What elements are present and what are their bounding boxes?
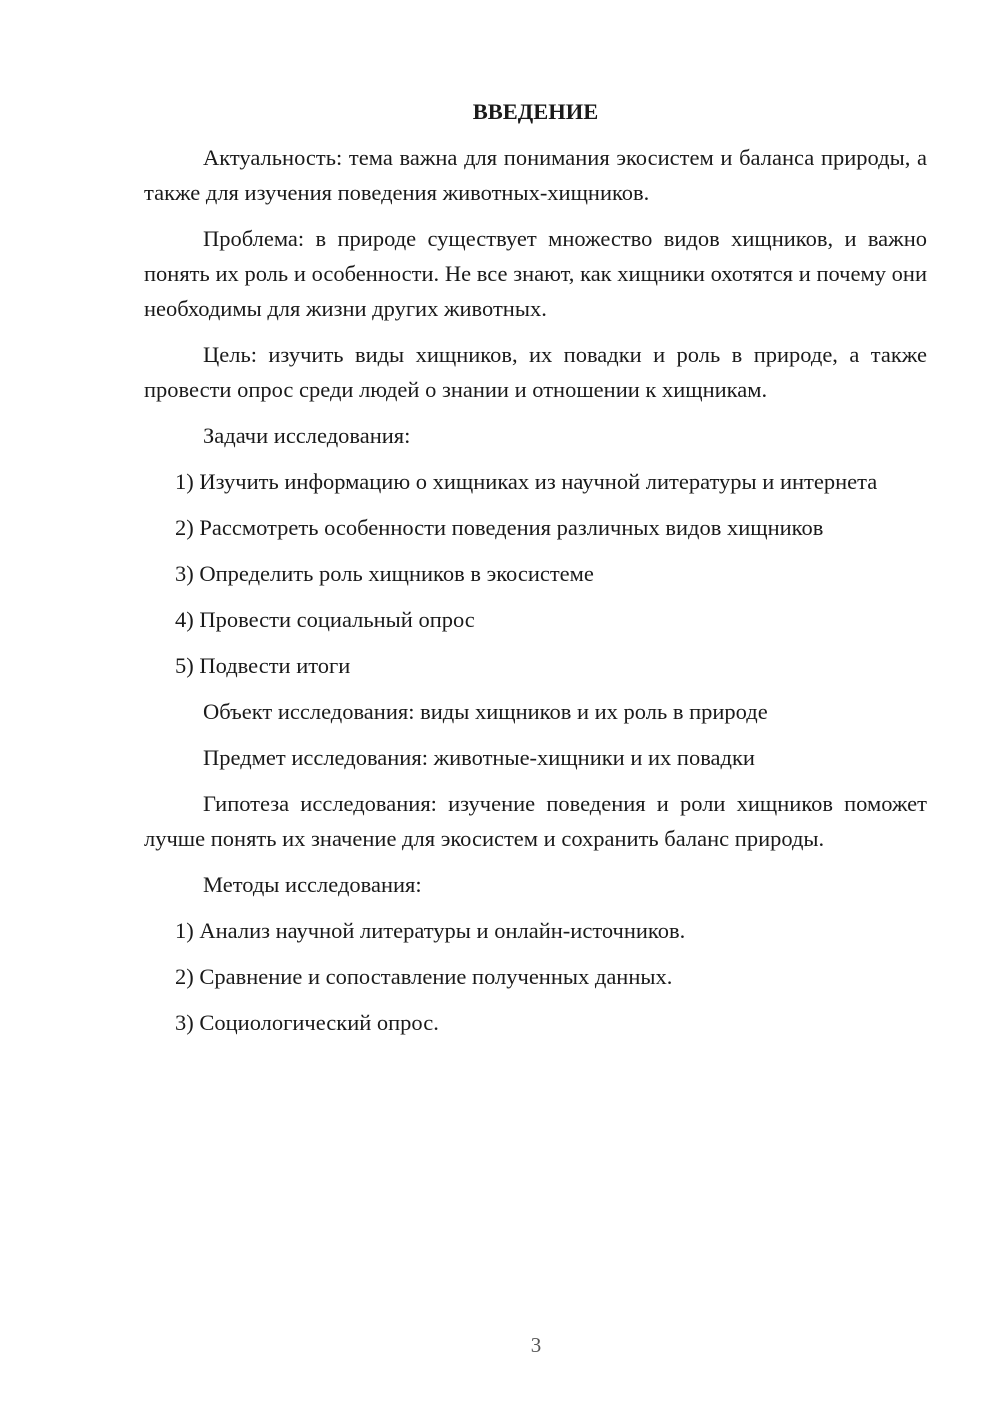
page-number: 3	[530, 1333, 542, 1357]
section-title: ВВЕДЕНИЕ	[472, 99, 599, 124]
problem-paragraph: Проблема: в природе существует множество видов хищников, и важно понять их роль и особенности. Не все знают, как хищники охотятся и почему они необходимы для жизни других животных.	[144, 226, 927, 321]
object-paragraph: Объект исследования: виды хищников и их роль в природе	[203, 699, 768, 724]
task-item-3: 3) Определить роль хищников в экосистеме	[175, 561, 594, 586]
tasks-heading: Задачи исследования:	[203, 423, 411, 448]
task-item-5: 5) Подвести итоги	[175, 653, 351, 678]
task-item-1: 1) Изучить информацию о хищниках из научной литературы и интернета	[175, 469, 878, 494]
task-item-2: 2) Рассмотреть особенности поведения различных видов хищников	[175, 515, 824, 540]
task-item-4: 4) Провести социальный опрос	[175, 607, 475, 632]
method-item-3: 3) Социологический опрос.	[175, 1010, 439, 1035]
hypothesis-paragraph: Гипотеза исследования: изучение поведения и роли хищников поможет лучше понять их значение для экосистем и сохранить баланс природы.	[144, 791, 927, 851]
relevance-paragraph: Актуальность: тема важна для понимания экосистем и баланса природы, а также для изучения поведения животных-хищников.	[144, 145, 927, 205]
page-content	[144, 94, 927, 1051]
goal-paragraph: Цель: изучить виды хищников, их повадки и роль в природе, а также провести опрос среди людей о знании и отношении к хищникам.	[144, 342, 927, 402]
methods-heading: Методы исследования:	[203, 872, 422, 897]
subject-paragraph: Предмет исследования: животные-хищники и их повадки	[203, 745, 755, 770]
method-item-2: 2) Сравнение и сопоставление полученных данных.	[175, 964, 673, 989]
method-item-1: 1) Анализ научной литературы и онлайн-источников.	[175, 918, 686, 943]
